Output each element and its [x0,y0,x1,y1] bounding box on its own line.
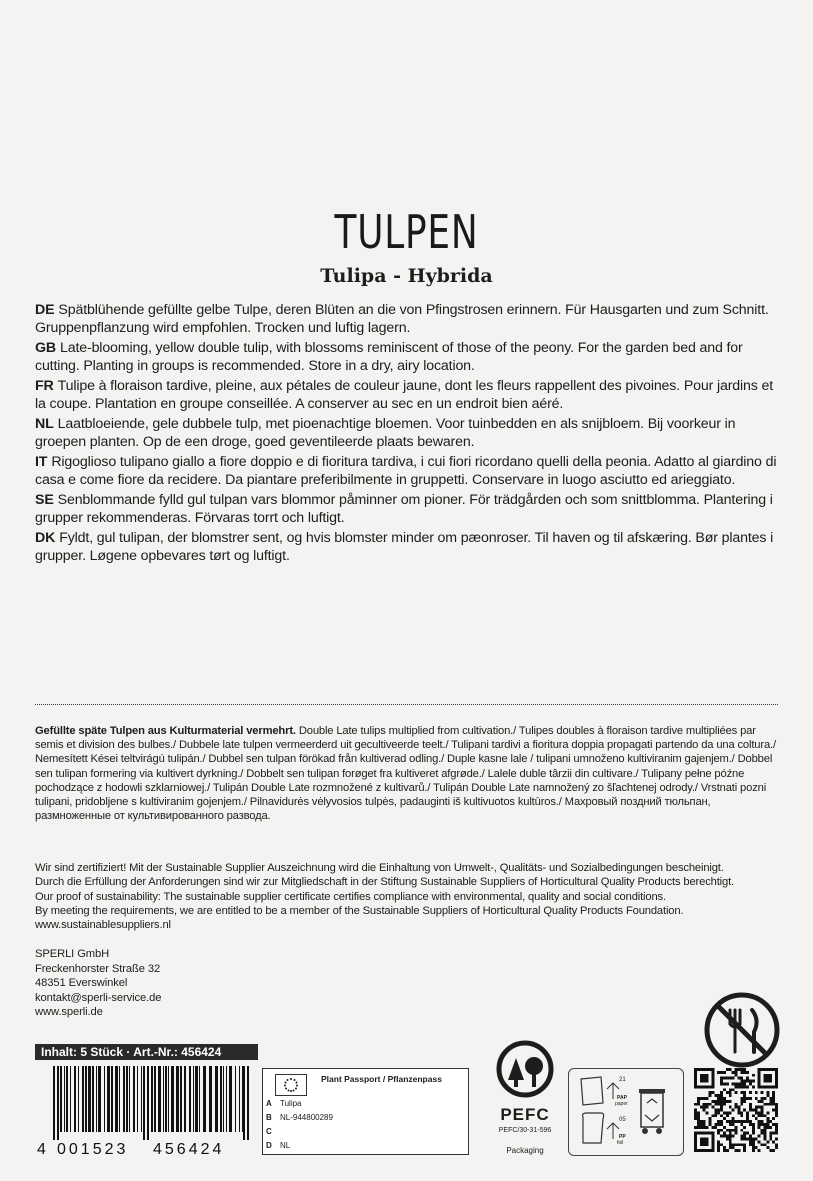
recycle-code-foil: foil [617,1140,624,1146]
recycle-label-pap: PAP [617,1095,627,1101]
qr-code-icon[interactable] [694,1068,778,1152]
company-address [35,947,161,1020]
recycle-code-21: 21 [619,1077,626,1083]
certification-line: By meeting the requirements, we are entitled to be a member of the Sustainable Suppliers of Horticultural Quality Products Foundation. [35,904,684,917]
street: Freckenhorster Straße 32 [35,962,161,975]
description-gb [35,340,780,375]
product-subtitle: Tulipa - Hybrida [320,265,493,287]
language-code: IT [35,454,48,470]
recycle-code-05: 05 [619,1117,626,1123]
company-name: SPERLI GmbH [35,948,110,960]
description-text: Tulipe à floraison tardive, pleine, aux pétales de couleur jaune, dont les fleurs rappellent des pivoines. Pour jardins et la coupe. Plantation en groupe conseillée. A conserver au sec en un endroit bien aéré. [35,378,774,412]
origin-paragraph [35,724,780,823]
certification-line: Wir sind zertifiziert! Mit der Sustainable Supplier Auszeichnung wird die Einhaltung von Umwelt-, Qualitäts- und Sozialbedingungen bescheinigt. [35,862,724,874]
description-de [35,302,780,337]
barcode-right-group: 456424 [153,1141,225,1156]
certification-link[interactable]: www.sustainablesuppliers.nl [35,919,171,932]
language-code: SE [35,492,54,508]
plant-passport [262,1068,469,1155]
barcode-left-group: 001523 [57,1141,129,1156]
description-fr [35,378,780,413]
email-link[interactable]: kontakt@sperli-service.de [35,991,162,1004]
dotted-divider [35,704,778,705]
description-text: Late-blooming, yellow double tulip, with blossoms reminiscent of those of the peony. For the garden bed and for cutting. Planting in groups is recommended. Store in a dry, airy location. [35,340,743,374]
description-se [35,492,780,527]
description-list [35,302,780,568]
recycle-label-paper: paper [615,1101,628,1107]
city: 48351 Everswinkel [35,977,128,990]
certification-line: Durch die Erfüllung der Anforderungen sind wir zur Mitgliedschaft in der Stiftung Sustainable Suppliers of Horticultural Quality Products berechtigt. [35,876,734,889]
passport-row: B NL-944800289 [266,1113,333,1122]
origin-lead: Gefüllte späte Tulpen aus Kulturmaterial vermehrt. [35,725,296,737]
certification-block [35,861,780,932]
certification-line: Our proof of sustainability: The sustainable supplier certificate certifies compliance with environmental, quality and social conditions. [35,890,666,903]
passport-title: Plant Passport / Pflanzenpass [321,1074,442,1084]
barcode-icon [35,1066,258,1156]
language-code: NL [35,416,54,432]
product-title: TULPEN [334,205,479,259]
language-code: GB [35,340,56,356]
website-link[interactable]: www.sperli.de [35,1006,103,1019]
pefc-logo [485,1040,565,1158]
passport-row: D NL [266,1141,291,1150]
description-text: Fyldt, gul tulipan, der blomstrer sent, og hvis blomster minder om pæonroser. Til haven og til afskæring. Bør plantes i grupper. Løgene opbevares tørt og luftigt. [35,530,774,564]
description-text: Rigoglioso tulipano giallo a fiore doppio e di fioritura tardiva, i cui fiori ricordano quelli della peonia. Adatto al giardino di casa e come fiore da recidere. Da piantare preferibilmente in gruppetti. Conservare in luogo asciutto ed arieggiato. [35,454,777,488]
recycle-code-pp: PP [619,1134,626,1140]
description-text: Laatbloeiende, gele dubbele tulp, met pioenachtige bloemen. Voor tuinbedden en als snijbloem. Bij voorkeur in groepen planten. Op de een droge, goed geventileerde plaats bewaren. [35,416,736,450]
language-code: DE [35,302,55,318]
content-info-bar: Inhalt: 5 Stück · Art.-Nr.: 456424 [35,1044,258,1060]
passport-row: A Tulipa [266,1099,302,1108]
origin-text: Double Late tulips multiplied from cultivation./ Tulipes doubles à floraison tardive multipliées par semis et division des bulbes./ Dubbele late tulpen vermeerderd uit gecultiveerde teelt./ Tulipani tardivi a fioritura doppia propagati partendo da una coltura./ Nemesített Kései teltvirágú tulipán./ Dubbel sen tulpan förökad från kultiverad odling./ Duple kasne lale / tulipani umnoženo kultiviranim gajenjem./ Dobbel sen tulipan formering via kultivert dyrkning./ Dobbelt sen tulipan forøget fra kultiveret afgrøde./ Lalele duble târzii din cultivare./ Tulipany pełne późne pochodzące z hodowli szklarniowej./ Tulipán Double Late rozmnožené z kultivarů./ Tulipán Double Late namnožený zo šľachtenej odrody./ Vrstnati pozni tulipani, pridobljene s kultiviranim gojenjem./ Pilnavidurės vėlyvosios tulpės, padauginti iš kultivuotos kultūros./ Махровый поздний тюльпан, размноженные от культивированного развода. [35,725,776,823]
barcode-first-digit: 4 [37,1141,46,1156]
description-dk [35,530,780,565]
no-eating-icon [702,990,782,1070]
pefc-code: PEFC/30-31-596 [498,1127,552,1134]
language-code: DK [35,530,56,546]
pefc-name: PEFC [500,1105,550,1124]
language-code: FR [35,378,54,394]
eu-flag-icon [275,1074,307,1096]
description-text: Spätblühende gefüllte gelbe Tulpe, deren Blüten an die von Pfingstrosen erinnern. Für Hausgarten und zum Schnitt. Gruppenpflanzung wird empfohlen. Trocken und luftig lagern. [35,302,769,336]
description-nl [35,416,780,451]
recycling-info [568,1068,684,1156]
recycling-icon [569,1069,683,1155]
description-text: Senblommande fylld gul tulpan vars blommor påminner om pioner. För trädgården och som snittblomma. Plantering i grupper rekommenderas. Förvaras torrt och luftigt. [35,492,773,526]
description-it [35,454,780,489]
pefc-tree-icon [494,1040,556,1098]
pefc-caption: Packaging [506,1146,544,1155]
passport-row: C [266,1127,272,1136]
